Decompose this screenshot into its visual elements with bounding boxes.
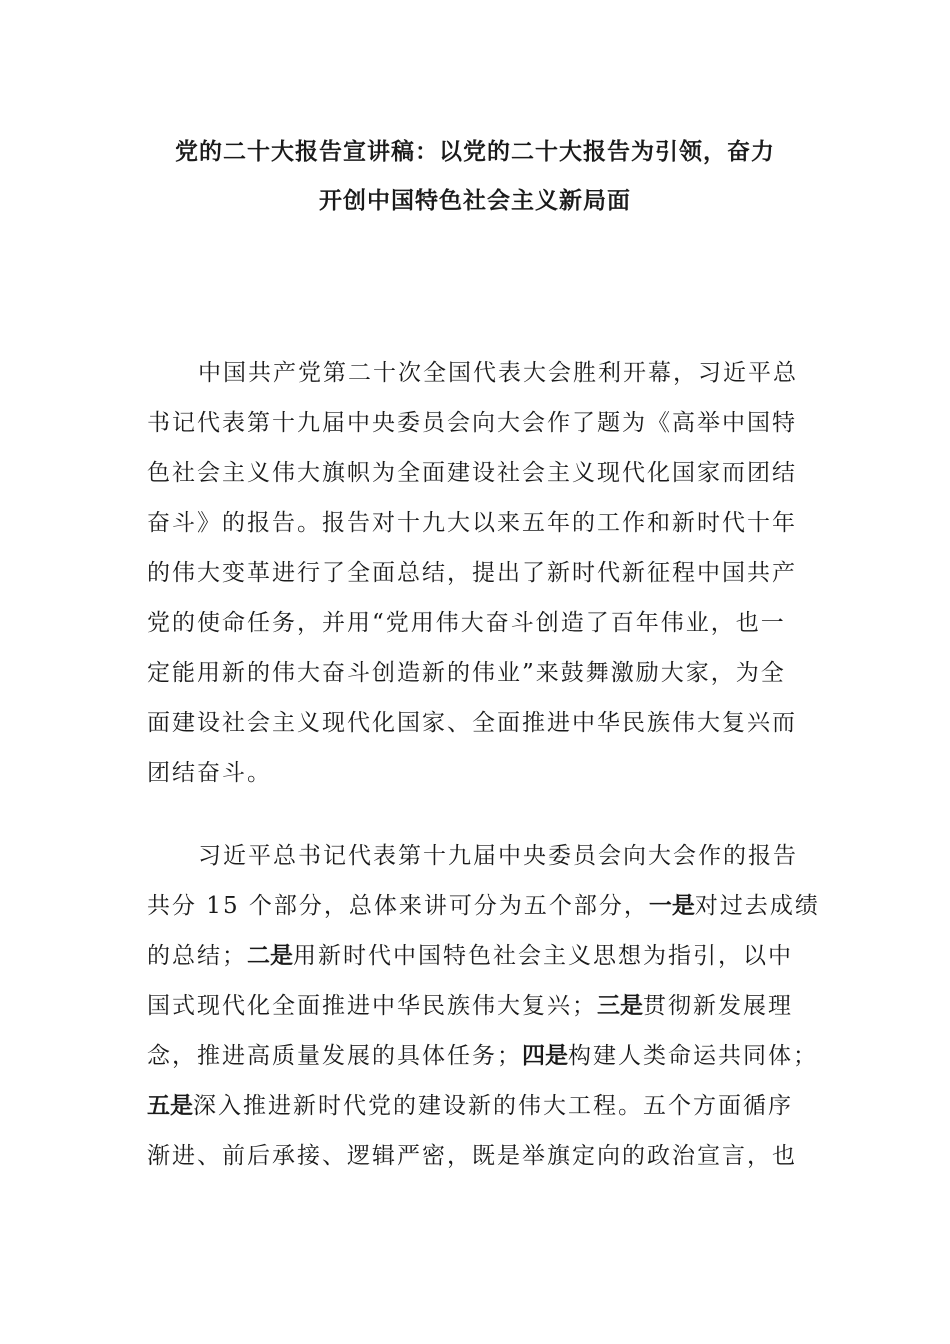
emphasis-two: 二是 — [247, 943, 293, 969]
paragraph-2-line: 习近平总书记代表第十九届中央委员会向大会作的报告 — [198, 843, 798, 869]
paragraph-1-line: 色社会主义伟大旗帜为全面建设社会主义现代化国家而团结 — [147, 460, 797, 486]
paragraph-2-text: 共分 15 个部分，总体来讲可分为五个部分， — [147, 893, 649, 919]
document-title-line-1: 党的二十大报告宣讲稿：以党的二十大报告为引领，奋力 — [175, 139, 775, 165]
paragraph-1-line: 奋斗》的报告。报告对十九大以来五年的工作和新时代十年 — [147, 510, 797, 536]
paragraph-2-text: 用新时代中国特色社会主义思想为指引，以中 — [293, 943, 793, 969]
paragraph-2-text: 深入推进新时代党的建设新的伟大工程。五个方面循序 — [193, 1093, 793, 1119]
paragraph-2-text: 国式现代化全面推进中华民族伟大复兴； — [147, 993, 597, 1019]
paragraph-2-line — [147, 1040, 818, 1072]
document-title-line-2: 开创中国特色社会主义新局面 — [319, 188, 631, 214]
paragraph-1-line: 书记代表第十九届中央委员会向大会作了题为《高举中国特 — [147, 410, 797, 436]
paragraph-1-line: 中国共产党第二十次全国代表大会胜利开幕，习近平总 — [198, 360, 798, 386]
paragraph-1-line: 的伟大变革进行了全面总结，提出了新时代新征程中国共产 — [147, 560, 797, 586]
emphasis-five: 五是 — [147, 1093, 193, 1119]
emphasis-one: 一是 — [648, 893, 695, 919]
paragraph-2-line: 渐进、前后承接、逻辑严密，既是举旗定向的政治宣言，也 — [147, 1143, 797, 1169]
paragraph-1-line: 面建设社会主义现代化国家、全面推进中华民族伟大复兴而 — [147, 710, 797, 736]
paragraph-2-line — [147, 940, 793, 972]
paragraph-1-line: 团结奋斗。 — [147, 760, 272, 786]
paragraph-1-line: 党的使命任务，并用“党用伟大奋斗创造了百年伟业，也一 — [147, 610, 786, 636]
paragraph-2-text: 的总结； — [147, 943, 247, 969]
paragraph-2-text: 构建人类命运共同体； — [568, 1043, 818, 1069]
emphasis-four: 四是 — [522, 1043, 568, 1069]
paragraph-1-line: 定能用新的伟大奋斗创造新的伟业”来鼓舞激励大家，为全 — [147, 660, 786, 686]
paragraph-2-line — [147, 1090, 793, 1122]
emphasis-three: 三是 — [597, 993, 643, 1019]
paragraph-2-line — [147, 990, 793, 1022]
paragraph-2-line — [147, 890, 820, 922]
paragraph-2-text: 对过去成绩 — [694, 893, 820, 919]
paragraph-2-text: 贯彻新发展理 — [643, 993, 793, 1019]
paragraph-2-text: 念，推进高质量发展的具体任务； — [147, 1043, 522, 1069]
